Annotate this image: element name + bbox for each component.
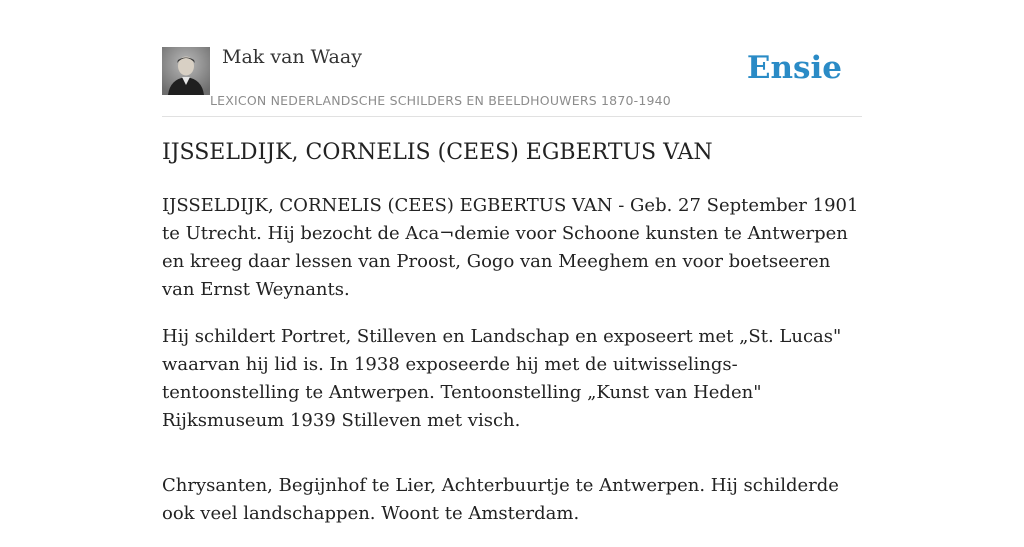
avatar[interactable] [162, 47, 210, 95]
ensie-logo[interactable]: Ensie [746, 50, 842, 86]
page-title: IJSSELDIJK, CORNELIS (CEES) EGBERTUS VAN [162, 140, 713, 165]
paragraph: Hij schildert Portret, Stilleven en Landschap en exposeert met „St. Lucas" waarvan hij lid is. In 1938 exposeerde hij met de uitwisselings-tentoonstelling te Antwerpen. Tentoonstelling „Kunst van Heden" Rijksmuseum 1939 Stilleven met visch. [162, 326, 842, 431]
portrait-image [162, 47, 210, 95]
paragraph: Chrysanten, Begijnhof te Lier, Achterbuurtje te Antwerpen. Hij schilderde ook veel landschappen. Woont te Amsterdam. [162, 475, 839, 524]
paragraph: IJSSELDIJK, CORNELIS (CEES) EGBERTUS VAN - Geb. 27 September 1901 te Utrecht. Hij bezocht de Aca¬demie voor Schoone kunsten te Antwerpen en kreeg daar lessen van Proost, Gogo van Meeghem en voor boetseeren van Ernst Weynants. [162, 195, 859, 300]
header [162, 46, 862, 117]
lexicon-subtitle[interactable]: LEXICON NEDERLANDSCHE SCHILDERS EN BEELDHOUWERS 1870-1940 [210, 93, 671, 108]
article-body [162, 192, 862, 547]
author-name[interactable]: Mak van Waay [222, 46, 362, 68]
